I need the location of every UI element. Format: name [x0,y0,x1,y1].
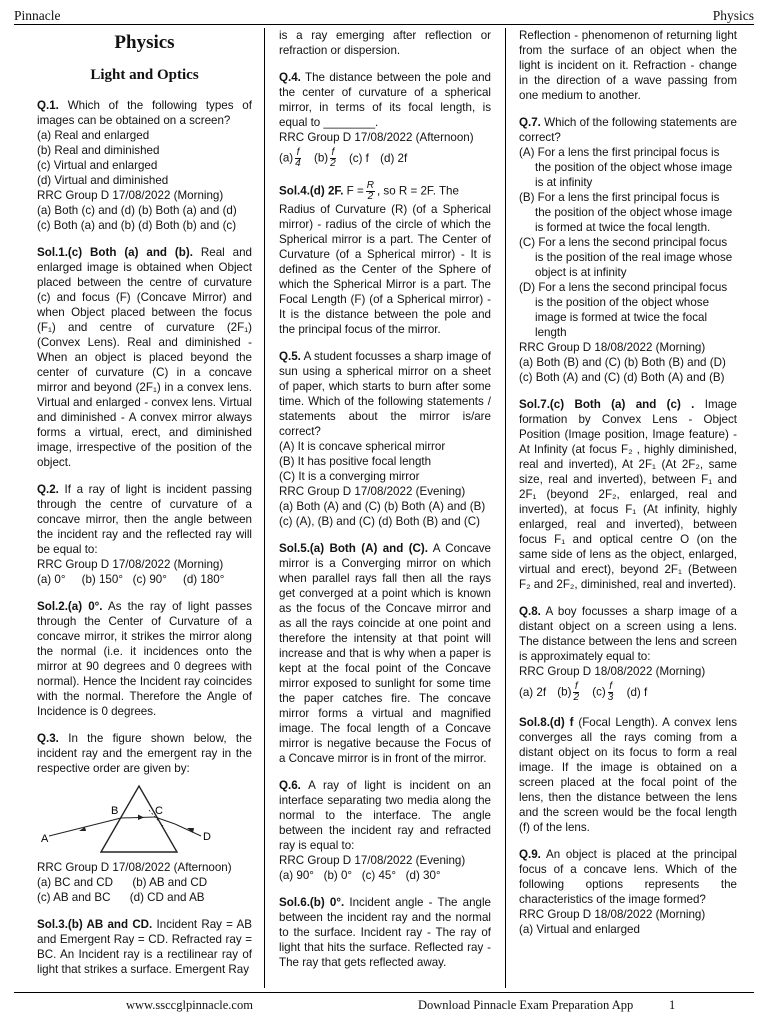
question-9 [519,847,737,937]
solution-2 [37,599,252,719]
option: (D) For a lens the second principal focus is the position of the object whose image is formed at twice the focal length [519,281,728,339]
option-label: (a) [279,151,294,165]
solution-label: Sol.4.(d) 2F. [279,184,344,198]
answer-choices: (a) Both (B) and (C) (b) Both (B) and (D) [519,356,726,369]
solution-label: Sol.5.(a) Both (A) and (C). [279,542,429,555]
solution-label: Sol.7.(c) Both (a) and (c) . [519,398,695,411]
footer-app-promo: Download Pinnacle Exam Preparation App [418,998,634,1012]
question-label: Q.6. [279,779,301,792]
option-label: (c) f [348,151,369,165]
header-brand: Pinnacle [14,8,61,23]
question-3 [37,731,252,905]
question-label: Q.1. [37,99,59,112]
option-label: (b) [313,151,329,165]
point-label: D [203,831,211,843]
question-7 [519,115,737,385]
page-number: 1 [669,998,676,1012]
point-label: C [155,805,163,817]
question-5 [279,349,491,529]
solution-6 [279,895,491,970]
option: (C) For a lens the second principal focus is the position of the real image whose object is at infinity [519,236,733,279]
solution-4 [279,181,491,202]
question-label: Q.8. [519,605,541,618]
solution-label: Sol.1.(c) Both (a) and (b). [37,246,193,259]
column-divider [264,28,265,988]
solution-text: Radius of Curvature (R) (of a Spherical mirror) - radius of the circle of which the Spherical mirror is a part. The Center of Curvature (of a Spherical mirror) - It is defined as the Center of the Sphere of which the Spherical Mirror is a part. The Focal Length (F) (of a Spherical mirror) - It is the distance between the pole and the principal focus of the mirror. [279,203,491,336]
option: (B) For a lens the first principal focus is the position of the object whose image is formed at twice the focal length. [519,191,733,234]
column-2 [279,28,491,970]
answer-choices: (a) Both (A) and (C) (b) Both (A) and (B) [279,500,486,513]
option: (a) Virtual and enlarged [519,923,640,936]
solution-text: (Focal Length). A convex lens converges all the rays coming from a distant object on its focus to form a real image. If the image is obtained on a screen placed at the focal point of the lens, then the distance between the lens and the screen would be the focal length (f) of the lens. [519,716,738,834]
answer-choices: (c) Both (A) and (C) (d) Both (A) and (B) [519,371,725,384]
solution-label: Sol.8.(d) f [519,716,574,729]
exam-source: RRC Group D 17/08/2022 (Morning) [37,189,224,202]
option-label: (d) 2f [380,151,408,165]
answer-choices: (a) 90° (b) 0° (c) 45° (d) 30° [279,869,441,882]
question-text: A boy focusses a sharp image of a distant object on a screen using a lens. The distance between the lens and screen is approximately equal to: [519,605,737,663]
option: (A) For a lens the first principal focus is the position of the object whose image is at infinity [519,146,733,189]
exam-source: RRC Group D 17/08/2022 (Evening) [279,485,466,498]
exam-source: RRC Group D 17/08/2022 (Afternoon) [37,861,232,874]
emergent-ray [175,824,201,836]
option-label: (b) [557,685,572,699]
question-text: If a ray of light is incident passing through the centre of curvature of a concave mirror, then the angle between the incident ray and the reflected ray will be equal to: [37,483,252,556]
question-8 [519,604,737,703]
question-text: An object is placed at the principal focus of a concave lens. Which of the following options represents the characteristics of the image formed? [519,848,737,906]
exam-source: RRC Group D 18/08/2022 (Morning) [519,341,706,354]
solution-1 [37,245,252,470]
question-label: Q.7. [519,116,541,129]
fraction: $\frac{f}{3}$ [607,681,614,703]
exam-source: RRC Group D 17/08/2022 (Morning) [37,558,224,571]
question-text: A ray of light is incident on an interface separating two media along the normal to the interface. The angle between the incident ray and refracted ray is equal to: [279,779,491,852]
question-text: A student focusses a sharp image of sun using a spherical mirror on a sheet of paper, which starts to burn after some time. Which of the following statements / statements about the mirror is/are correct? [279,350,491,438]
solution-3 [37,917,252,977]
solution-5 [279,541,491,766]
question-label: Q.3. [37,732,59,745]
point-label: A [41,833,49,845]
question-label: Q.5. [279,350,301,363]
solution-label: Sol.2.(a) 0°. [37,600,103,613]
answer-choices [519,682,737,703]
fraction: $\frac{f}{2}$ [330,147,336,169]
option: (b) Real and diminished [37,144,160,157]
option: (C) It is a converging mirror [279,470,420,483]
option: (c) Virtual and enlarged [37,159,158,172]
question-2 [37,482,252,587]
solution-text: Image formation by Convex Lens - Object Position (Image position, Image feature) - At Infinity (at focus F₂ , highly diminished, real and inverted), At 2F₁ (At 2F₂, same size, real and inverted), between F₁ and 2F₁ (beyond 2F₂, enlarged, real and inverted), at focus F₁ (At infinity, highly enlarged, real and inverted), between focus F₁ and optical centre O (on the same side of lens as the object, enlarged, virtual and erect), beyond 2F₁ (Between F₂ and 2F₂, diminished, real and inverted). [519,398,737,591]
answer-choices: (a) Both (c) and (d) (b) Both (a) and (d) [37,204,237,217]
question-4 [279,70,491,169]
fraction: $\frac{R}{2}$ [366,180,374,202]
question-text: Which of the following types of images can be obtained on a screen? [37,99,252,127]
footer-website: www.ssccglpinnacle.com [126,998,253,1012]
point-label: B [111,805,119,817]
option-label: (c) [592,685,606,699]
solution-8 [519,715,737,835]
page-title: Physics [114,32,175,53]
question-label: Q.4. [279,71,301,84]
fraction: $\frac{f}{4}$ [295,147,301,169]
question-text: The distance between the pole and the center of curvature of a spherical mirror, in terms of its focal length, is equal to ________. [279,71,491,129]
formula-text: , so R = 2F. The [376,184,459,198]
answer-choices [279,148,491,169]
question-text: In the figure shown below, the incident ray and the emergent ray in the respective order are given by: [37,732,252,775]
exam-source: RRC Group D 17/08/2022 (Afternoon) [279,131,474,144]
solution-label: Sol.6.(b) 0°. [279,896,345,909]
solution-text: Incident Ray = AB and Emergent Ray = CD. Refracted ray = BC. An Incident ray is a rectilinear ray of light that strikes a surface. Emergent Ray [37,918,252,976]
exam-source: RRC Group D 18/08/2022 (Morning) [519,908,706,921]
option: (A) It is concave spherical mirror [279,440,446,453]
column-divider [505,28,506,988]
exam-source: RRC Group D 17/08/2022 (Evening) [279,854,466,867]
formula-text: F = [346,184,364,198]
option: (d) Virtual and diminished [37,174,169,187]
solution-text: A Concave mirror is a Converging mirror on which when parallel rays fall then all the rays get converged at a point which is known as the focus of the Concave mirror and as all the rays coincide at one point and therefore the intensity at that point will increase and that is why when a paper is kept at the focal point of the Concave mirror exposed to sunlight for some time the paper catches fire. The concave mirror forms a virtual and magnified image. The focal length of a Concave mirror is negative because the Focus of a Concave mirror is in front of the mirror. [279,542,491,765]
option: (B) It has positive focal length [279,455,432,468]
answer-choices: (c) AB and BC (d) CD and AB [37,891,205,904]
page-footer [14,992,754,1019]
page-subtitle: Light and Optics [90,67,199,83]
column-1 [37,28,252,977]
option-label: (d) f [626,685,648,699]
header-subject: Physics [712,8,754,23]
exam-source: RRC Group D 18/08/2022 (Morning) [519,665,706,678]
answer-choices: (a) BC and CD (b) AB and CD [37,876,208,889]
question-6 [279,778,491,883]
answer-choices: (a) 0° (b) 150° (c) 90° (d) 180° [37,573,225,586]
fraction: $\frac{f}{2}$ [573,681,580,703]
solution-label: Sol.3.(b) AB and CD. [37,918,153,931]
solution-7 [519,397,737,592]
option: (a) Real and enlarged [37,129,150,142]
answer-choices: (c) (A), (B) and (C) (d) Both (B) and (C) [279,515,480,528]
arrow-head-icon [138,815,144,821]
answer-choices: (c) Both (a) and (b) (d) Both (b) and (c) [37,219,237,232]
prism-diagram [37,780,252,858]
continued-text: is a ray emerging after reflection or refraction or dispersion. [279,29,491,57]
solution-text: Incident angle - The angle between the incident ray and the normal to the surface. Incident ray - The ray of light that hits the surface. Reflected ray - The ray that gets reflected away. [279,896,491,969]
question-1 [37,98,252,233]
continued-text: Reflection - phenomenon of returning light from the surface of an object when the light is incident on it. Refraction - change in the direction of a wave passing from one medium to another. [519,29,737,102]
page-header [14,6,754,25]
question-label: Q.2. [37,483,59,496]
solution-text: Real and enlarged image is obtained when Object placed between the centre of curvature (c) and focus (F) (Concave Mirror) and when Object placed between the focus (F₁) and centre of curvature (2F₁) (Convex Lens). Real and diminished - When an object is placed beyond the center of curvature (C) in a concave mirror and beyond (2F₁) in a convex lens. Virtual and enlarged - convex lens. Virtual and diminished - A convex mirror always forms a virtual, erect, and diminished image, irrespective of the position of the object. [37,246,252,469]
question-label: Q.9. [519,848,541,861]
column-3 [519,28,737,937]
question-text: Which of the following statements are correct? [519,116,737,144]
option-label: (a) 2f [519,685,547,699]
solution-text: As the ray of light passes through the Center of Curvature of a concave mirror, it strikes the mirror along the normal (i.e. it incidences onto the mirror at 90 degrees and 0 degrees with normal). Hence the Incident ray coincides with the normal. Therefore the Angle of Incidence is 0 degrees. [37,600,252,718]
